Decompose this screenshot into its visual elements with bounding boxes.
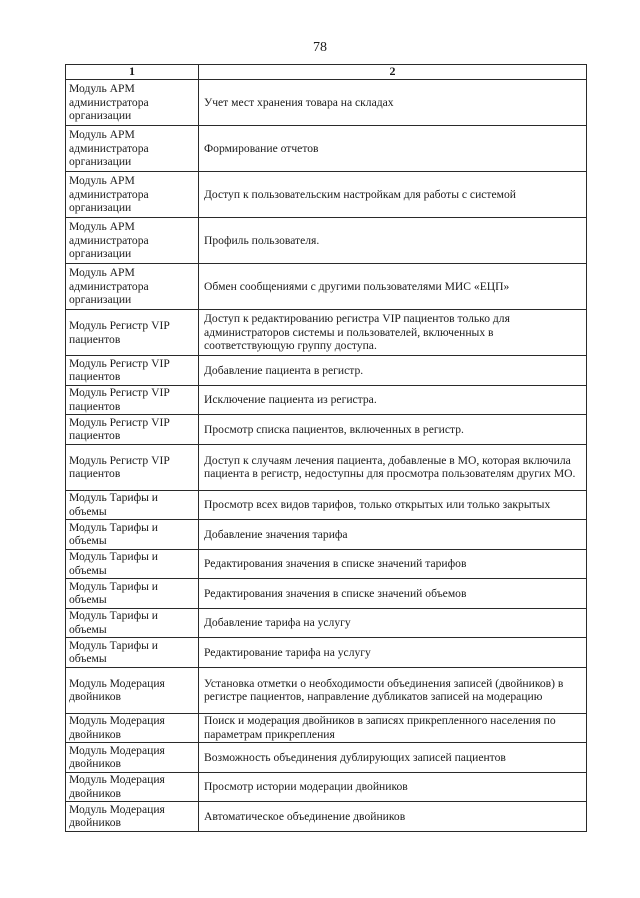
- table-row: [66, 520, 587, 550]
- table-row: [66, 264, 587, 310]
- function-description-cell: Доступ к пользовательским настройкам для работы с системой: [199, 172, 587, 218]
- table-row: [66, 310, 587, 356]
- function-description-cell: Возможность объединения дублирующих записей пациентов: [199, 743, 587, 773]
- function-description-cell: Формирование отчетов: [199, 126, 587, 172]
- function-description-cell: Профиль пользователя.: [199, 218, 587, 264]
- table-header-row: [66, 65, 587, 80]
- module-name-cell: Модуль Тарифы и объемы: [66, 490, 199, 520]
- column-header-2: 2: [199, 65, 587, 80]
- table-row: [66, 638, 587, 668]
- function-description-cell: Поиск и модерация двойников в записях прикрепленного населения по параметрам прикрепления: [199, 713, 587, 743]
- module-name-cell: Модуль АРМ администратора организации: [66, 218, 199, 264]
- function-description-cell: Добавление пациента в регистр.: [199, 356, 587, 386]
- function-description-cell: Редактирование тарифа на услугу: [199, 638, 587, 668]
- table-row: [66, 772, 587, 802]
- function-description-cell: Редактирования значения в списке значений объемов: [199, 579, 587, 609]
- function-description-cell: Автоматическое объединение двойников: [199, 802, 587, 832]
- module-name-cell: Модуль Модерация двойников: [66, 802, 199, 832]
- function-description-cell: Просмотр всех видов тарифов, только открытых или только закрытых: [199, 490, 587, 520]
- function-description-cell: Доступ к случаям лечения пациента, добавленые в МО, которая включила пациента в регистр, недоступны для просмотра пользователям других МО.: [199, 444, 587, 490]
- table-row: [66, 80, 587, 126]
- function-description-cell: Обмен сообщениями с другими пользователями МИС «ЕЦП»: [199, 264, 587, 310]
- module-name-cell: Модуль Тарифы и объемы: [66, 579, 199, 609]
- column-header-1: 1: [66, 65, 199, 80]
- function-description-cell: Добавление тарифа на услугу: [199, 608, 587, 638]
- function-description-cell: Установка отметки о необходимости объединения записей (двойников) в регистре пациентов, направление дубликатов записей на модерацию: [199, 667, 587, 713]
- function-description-cell: Редактирования значения в списке значений тарифов: [199, 549, 587, 579]
- function-description-cell: Доступ к редактированию регистра VIP пациентов только для администраторов системы и пользователей, включенных в соответствующую группу доступа.: [199, 310, 587, 356]
- table-row: [66, 385, 587, 415]
- module-name-cell: Модуль Регистр VIP пациентов: [66, 385, 199, 415]
- module-name-cell: Модуль Регистр VIP пациентов: [66, 444, 199, 490]
- module-name-cell: Модуль Тарифы и объемы: [66, 549, 199, 579]
- function-description-cell: Просмотр списка пациентов, включенных в регистр.: [199, 415, 587, 445]
- module-name-cell: Модуль Тарифы и объемы: [66, 520, 199, 550]
- table-row: [66, 172, 587, 218]
- table-row: [66, 713, 587, 743]
- table-row: [66, 802, 587, 832]
- table-row: [66, 608, 587, 638]
- table-row: [66, 549, 587, 579]
- module-name-cell: Модуль Регистр VIP пациентов: [66, 310, 199, 356]
- requirements-table: [65, 64, 587, 832]
- table-row: [66, 490, 587, 520]
- module-name-cell: Модуль Регистр VIP пациентов: [66, 356, 199, 386]
- table-body: [66, 80, 587, 832]
- function-description-cell: Учет мест хранения товара на складах: [199, 80, 587, 126]
- table-row: [66, 579, 587, 609]
- module-name-cell: Модуль Тарифы и объемы: [66, 638, 199, 668]
- module-name-cell: Модуль АРМ администратора организации: [66, 126, 199, 172]
- module-name-cell: Модуль АРМ администратора организации: [66, 80, 199, 126]
- module-name-cell: Модуль АРМ администратора организации: [66, 172, 199, 218]
- function-description-cell: Просмотр истории модерации двойников: [199, 772, 587, 802]
- module-name-cell: Модуль Модерация двойников: [66, 743, 199, 773]
- function-description-cell: Исключение пациента из регистра.: [199, 385, 587, 415]
- table-row: [66, 126, 587, 172]
- table-row: [66, 743, 587, 773]
- table-row: [66, 218, 587, 264]
- page-number: 78: [313, 40, 327, 55]
- module-name-cell: Модуль Тарифы и объемы: [66, 608, 199, 638]
- module-name-cell: Модуль Модерация двойников: [66, 713, 199, 743]
- table-row: [66, 667, 587, 713]
- module-name-cell: Модуль Модерация двойников: [66, 667, 199, 713]
- table-row: [66, 444, 587, 490]
- table-row: [66, 415, 587, 445]
- table-row: [66, 356, 587, 386]
- function-description-cell: Добавление значения тарифа: [199, 520, 587, 550]
- module-name-cell: Модуль Регистр VIP пациентов: [66, 415, 199, 445]
- module-name-cell: Модуль Модерация двойников: [66, 772, 199, 802]
- module-name-cell: Модуль АРМ администратора организации: [66, 264, 199, 310]
